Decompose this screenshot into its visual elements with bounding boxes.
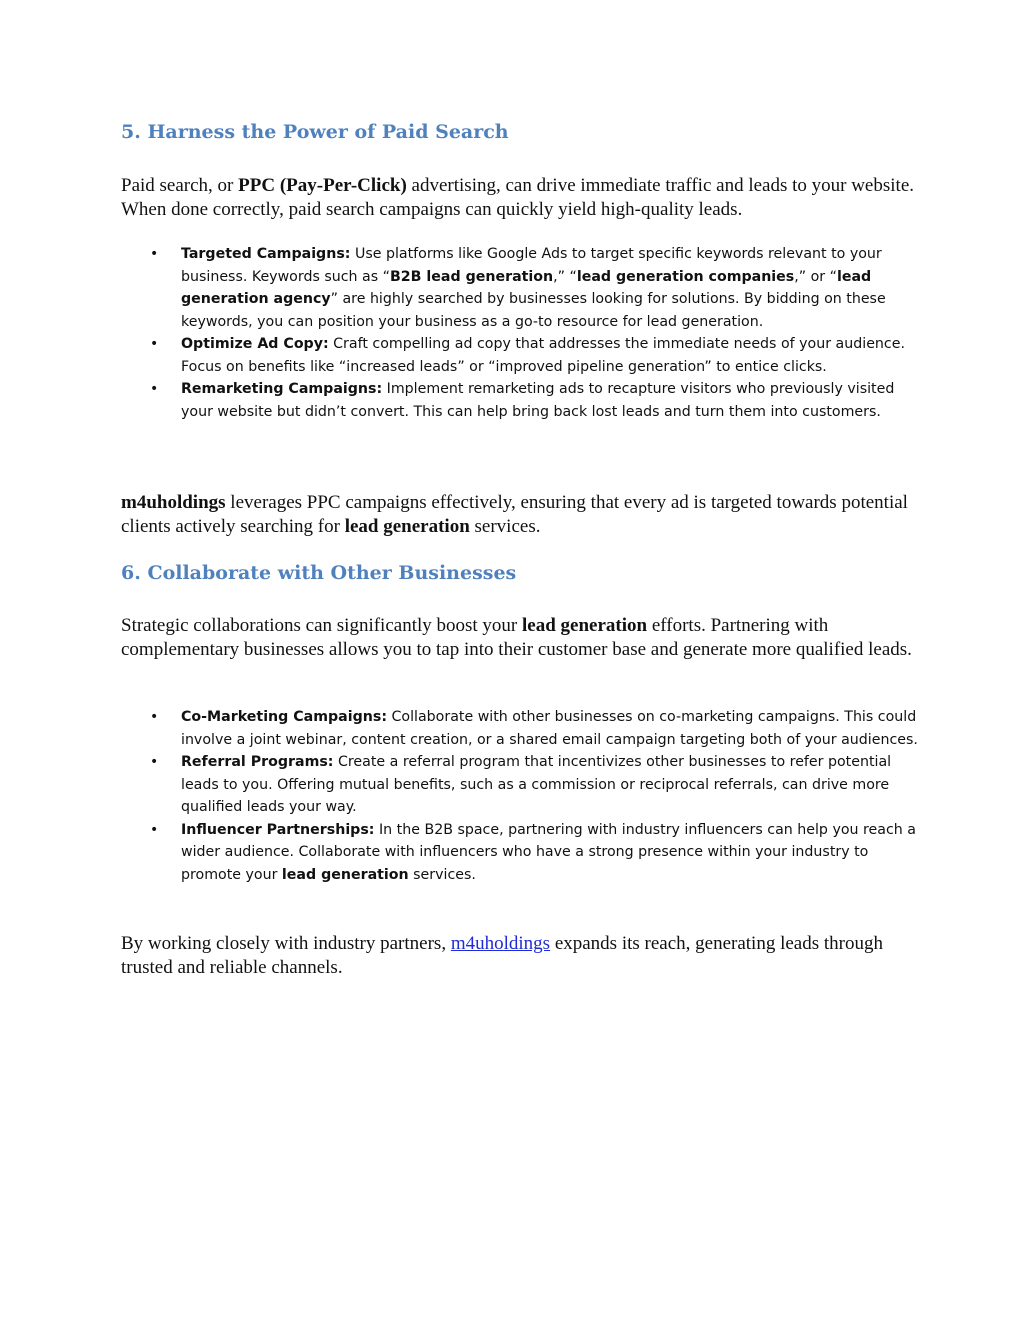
bullet-text: Use platforms like Google Ads to target specific keywords relevant to your business. Keywords such as “ xyxy=(181,246,882,285)
list-item-targeted-campaigns xyxy=(121,243,921,333)
bullet-text: Create a referral program that incentivizes other businesses to refer potential leads to you. Offering mutual benefits, such as a commission or reciprocal referrals, can drive more qualified leads your way. xyxy=(181,754,892,815)
bullet-label: Referral Programs: xyxy=(181,754,334,770)
bullet-label: Optimize Ad Copy: xyxy=(181,336,329,352)
closing-text: leverages PPC campaigns effectively, ensuring that every ad is targeted towards potential clients actively searching for xyxy=(121,492,908,537)
list-item-remarketing-campaigns xyxy=(121,378,921,423)
keyword: lead generation companies xyxy=(576,268,795,285)
bullet-icon: • xyxy=(150,754,159,770)
keyword: lead generation xyxy=(344,515,470,537)
bullet-icon: • xyxy=(150,381,159,397)
list-item-optimize-ad-copy xyxy=(121,333,921,378)
keyword: lead generation xyxy=(281,866,409,883)
bullet-text: Collaborate with other businesses on co-marketing campaigns. This could involve a joint webinar, content creation, or a shared email campaign targeting both of your audiences. xyxy=(181,709,918,748)
intro-text: advertising, can drive immediate traffic and leads to your website. When done correctly, paid search campaigns can quickly yield high-quality leads. xyxy=(121,175,914,220)
ppc-term: PPC (Pay-Per-Click) xyxy=(238,175,407,196)
keyword: lead generation xyxy=(522,615,648,636)
section-5-closing xyxy=(121,491,921,538)
brand-name: m4uholdings xyxy=(121,492,226,513)
intro-text: efforts. Partnering with complementary businesses allows you to tap into their customer base and generate more qualified leads. xyxy=(121,615,912,660)
bullet-icon: • xyxy=(150,336,159,352)
bullet-text: Craft compelling ad copy that addresses the immediate needs of your audience. Focus on benefits like “increased leads” or “improved pipeline generation” to entice clicks. xyxy=(181,336,905,375)
section-6-heading: 6. Collaborate with Other Businesses xyxy=(121,562,517,584)
bullet-label: Remarketing Campaigns: xyxy=(181,381,383,397)
intro-text: Strategic collaborations can significantly boost your xyxy=(121,615,523,636)
bullet-text: ,” “ xyxy=(553,268,577,285)
bullet-label: Influencer Partnerships: xyxy=(181,821,375,838)
list-item-co-marketing xyxy=(121,706,921,751)
bullet-text: ,” or “ xyxy=(794,268,837,285)
section-5-bullet-list xyxy=(121,243,921,423)
section-6-closing xyxy=(121,932,921,979)
m4uholdings-link[interactable]: m4uholdings xyxy=(450,933,551,954)
bullet-label: Targeted Campaigns: xyxy=(181,246,351,262)
bullet-text: In the B2B space, partnering with industry influencers can help you reach a wider audience. Collaborate with influencers who have a strong presence within your industry to promote your xyxy=(181,821,916,883)
section-5-heading: 5. Harness the Power of Paid Search xyxy=(121,121,509,143)
bullet-label: Co-Marketing Campaigns: xyxy=(181,709,387,725)
keyword: lead generation agency xyxy=(181,268,872,307)
closing-text: expands its reach, generating leads through trusted and reliable channels. xyxy=(121,933,883,978)
closing-text: services. xyxy=(469,515,541,537)
section-6-bullet-list xyxy=(121,706,921,886)
section-6-intro xyxy=(121,614,921,661)
list-item-influencer-partnerships xyxy=(121,819,921,887)
intro-text: Paid search, or xyxy=(121,175,239,196)
bullet-icon: • xyxy=(150,821,159,838)
keyword: B2B lead generation xyxy=(389,268,554,285)
bullet-icon: • xyxy=(150,709,159,725)
bullet-text: Implement remarketing ads to recapture visitors who previously visited your website but didn’t convert. This can help bring back lost leads and turn them into customers. xyxy=(181,381,895,420)
bullet-icon: • xyxy=(150,246,159,262)
section-5-intro xyxy=(121,174,921,221)
list-item-referral-programs xyxy=(121,751,921,819)
bullet-text: services. xyxy=(408,866,476,883)
closing-text: By working closely with industry partners, xyxy=(121,933,451,954)
bullet-text: ” are highly searched by businesses looking for solutions. By bidding on these keywords, you can position your business as a go-to resource for lead generation. xyxy=(181,291,886,330)
